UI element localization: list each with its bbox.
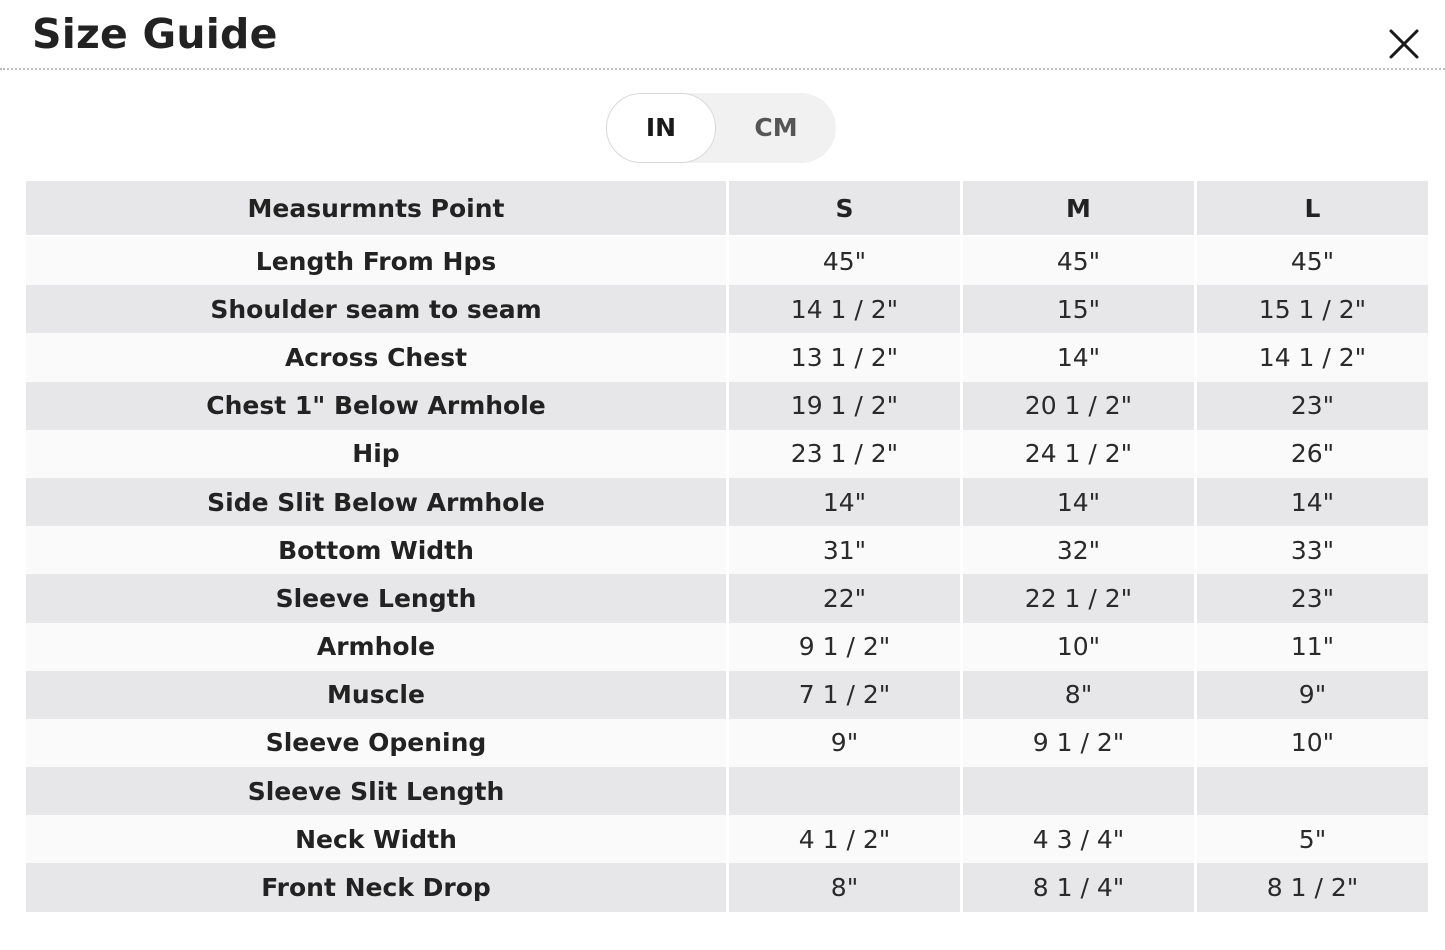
size-s-cell: 8" [729, 863, 960, 911]
size-l-cell: 33" [1197, 526, 1428, 574]
measurement-point-cell: Hip [26, 430, 726, 478]
size-l-cell [1197, 767, 1428, 815]
measurement-point-cell: Across Chest [26, 333, 726, 381]
size-l-cell: 23" [1197, 382, 1428, 430]
table-row [26, 574, 1428, 622]
size-s-cell: 9 1 / 2" [729, 623, 960, 671]
size-s-cell: 14" [729, 478, 960, 526]
size-s-cell: 19 1 / 2" [729, 382, 960, 430]
size-m-cell: 10" [963, 623, 1194, 671]
table-row [26, 430, 1428, 478]
size-m-cell: 24 1 / 2" [963, 430, 1194, 478]
column-header-m: M [963, 181, 1194, 237]
measurement-point-cell: Sleeve Opening [26, 719, 726, 767]
modal-header [0, 0, 1445, 70]
size-l-cell: 5" [1197, 815, 1428, 863]
size-m-cell: 8 1 / 4" [963, 863, 1194, 911]
size-m-cell: 8" [963, 671, 1194, 719]
size-m-cell: 20 1 / 2" [963, 382, 1194, 430]
size-l-cell: 8 1 / 2" [1197, 863, 1428, 911]
measurement-point-cell: Side Slit Below Armhole [26, 478, 726, 526]
table-row [26, 237, 1428, 285]
close-icon[interactable] [1386, 26, 1422, 62]
measurement-point-cell: Shoulder seam to seam [26, 285, 726, 333]
size-l-cell: 10" [1197, 719, 1428, 767]
table-row [26, 333, 1428, 381]
measurement-point-cell: Neck Width [26, 815, 726, 863]
measurement-point-cell: Armhole [26, 623, 726, 671]
table-row [26, 671, 1428, 719]
size-l-cell: 11" [1197, 623, 1428, 671]
size-m-cell: 9 1 / 2" [963, 719, 1194, 767]
column-header-l: L [1197, 181, 1428, 237]
size-l-cell: 9" [1197, 671, 1428, 719]
size-l-cell: 14 1 / 2" [1197, 333, 1428, 381]
size-m-cell: 32" [963, 526, 1194, 574]
unit-toggle [606, 93, 836, 163]
unit-in-button[interactable]: IN [606, 93, 716, 163]
measurement-point-cell: Sleeve Length [26, 574, 726, 622]
size-m-cell: 14" [963, 333, 1194, 381]
size-table [23, 181, 1431, 912]
measurement-point-cell: Sleeve Slit Length [26, 767, 726, 815]
size-m-cell: 4 3 / 4" [963, 815, 1194, 863]
table-row [26, 863, 1428, 911]
size-m-cell: 45" [963, 237, 1194, 285]
size-s-cell [729, 767, 960, 815]
size-s-cell: 31" [729, 526, 960, 574]
table-row [26, 815, 1428, 863]
column-header-point: Measurmnts Point [26, 181, 726, 237]
size-m-cell: 14" [963, 478, 1194, 526]
size-l-cell: 23" [1197, 574, 1428, 622]
table-row [26, 285, 1428, 333]
size-s-cell: 22" [729, 574, 960, 622]
size-s-cell: 4 1 / 2" [729, 815, 960, 863]
measurement-point-cell: Front Neck Drop [26, 863, 726, 911]
size-l-cell: 26" [1197, 430, 1428, 478]
measurement-point-cell: Muscle [26, 671, 726, 719]
table-row [26, 719, 1428, 767]
size-m-cell: 22 1 / 2" [963, 574, 1194, 622]
table-row [26, 526, 1428, 574]
column-header-s: S [729, 181, 960, 237]
table-row [26, 382, 1428, 430]
table-header-row [26, 181, 1428, 237]
measurement-point-cell: Bottom Width [26, 526, 726, 574]
modal-title: Size Guide [32, 10, 278, 58]
size-l-cell: 15 1 / 2" [1197, 285, 1428, 333]
size-m-cell: 15" [963, 285, 1194, 333]
size-s-cell: 14 1 / 2" [729, 285, 960, 333]
measurement-point-cell: Length From Hps [26, 237, 726, 285]
table-row [26, 623, 1428, 671]
size-s-cell: 45" [729, 237, 960, 285]
size-l-cell: 45" [1197, 237, 1428, 285]
size-m-cell [963, 767, 1194, 815]
table-row [26, 478, 1428, 526]
table-body [26, 237, 1428, 912]
size-l-cell: 14" [1197, 478, 1428, 526]
size-s-cell: 23 1 / 2" [729, 430, 960, 478]
size-s-cell: 9" [729, 719, 960, 767]
size-s-cell: 13 1 / 2" [729, 333, 960, 381]
measurement-point-cell: Chest 1" Below Armhole [26, 382, 726, 430]
size-s-cell: 7 1 / 2" [729, 671, 960, 719]
unit-cm-button[interactable]: CM [754, 113, 798, 142]
table-row [26, 767, 1428, 815]
